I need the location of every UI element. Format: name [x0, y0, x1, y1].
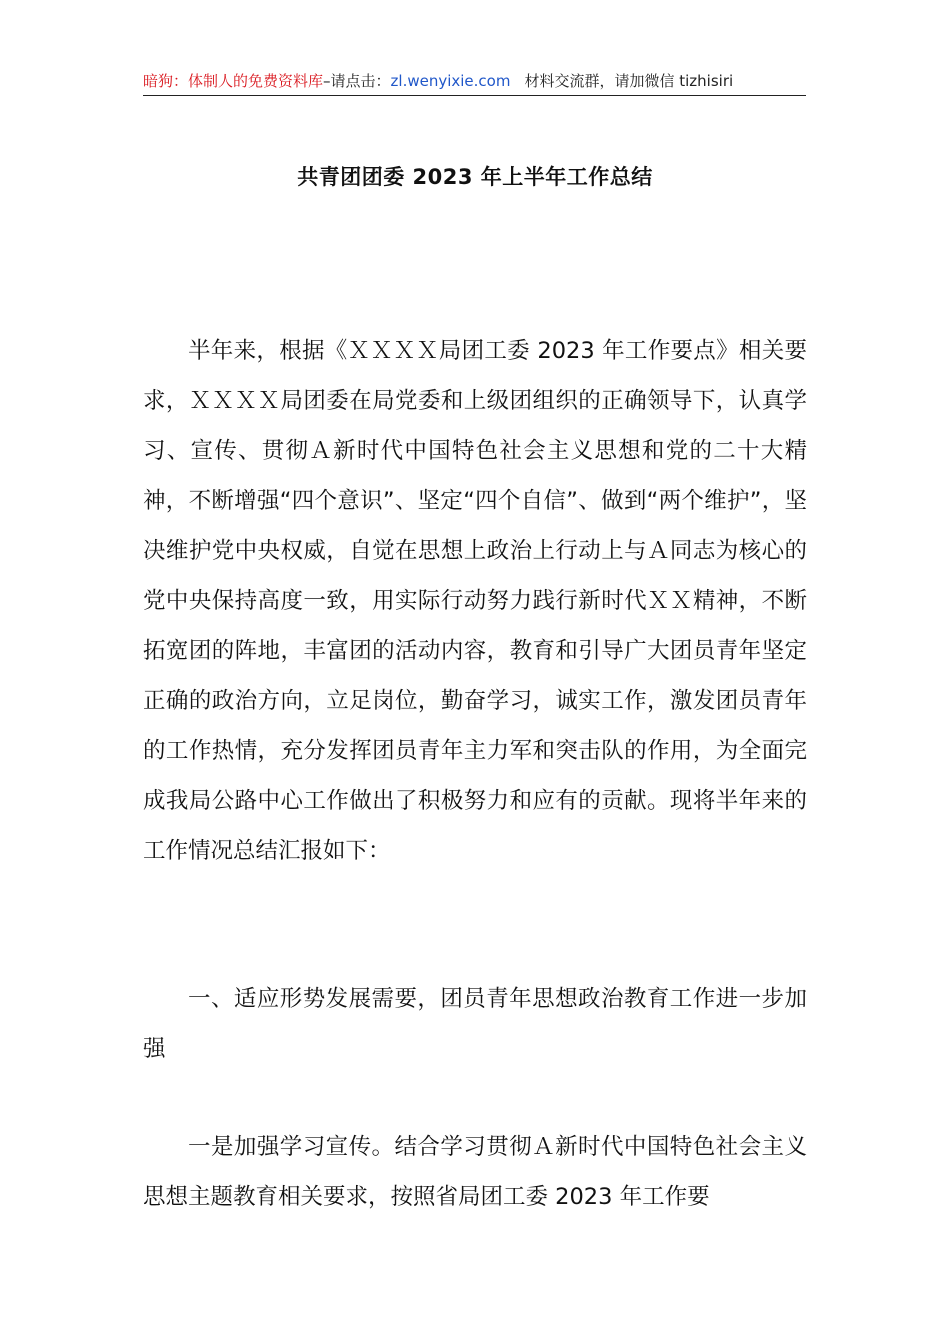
document-title: 共青团团委 2023 年上半年工作总结 — [297, 165, 653, 189]
group-note-text: 材料交流群，请加微信 tizhisiri — [524, 72, 734, 90]
body-paragraph-intro: 半年来，根据《ＸＸＸＸ局团工委 2023 年工作要点》相关要求，ＸＸＸＸ局团委在局党委和上级团组织的正确领导下，认真学习、宣传、贯彻Ａ新时代中国特色社会主义思想和党的二十大精神，不断增强“四个意识”、坚定“四个自信”、做到“两个维护”，坚决维护党中央权威，自觉在思想上政治上行动上与Ａ同志为核心的党中央保持高度一致，用实际行动努力践行新时代ＸＸ精神，不断拓宽团的阵地，丰富团的活动内容，教育和引导广大团员青年坚定正确的政治方向，立足岗位，勤奋学习，诚实工作，激发团员青年的工作热情，充分发挥团员青年主力军和突击队的作用，为全面完成我局公路中心工作做出了积极努力和应有的贡献。现将半年来的工作情况总结汇报如下： — [143, 338, 807, 864]
cta-text: –请点击： — [323, 72, 391, 90]
watermark-header — [143, 70, 806, 92]
body-paragraph-1: 一是加强学习宣传。结合学习贯彻Ａ新时代中国特色社会主义思想主题教育相关要求，按照省局团工委 2023 年工作要 — [143, 1134, 807, 1210]
header-divider — [143, 95, 806, 96]
site-link[interactable]: zl.wenyixie.com — [390, 72, 511, 90]
brand-text: 暗狗：体制人的免费资料库 — [143, 72, 324, 90]
section-heading-1: 一、适应形势发展需要，团员青年思想政治教育工作进一步加强 — [143, 986, 807, 1062]
